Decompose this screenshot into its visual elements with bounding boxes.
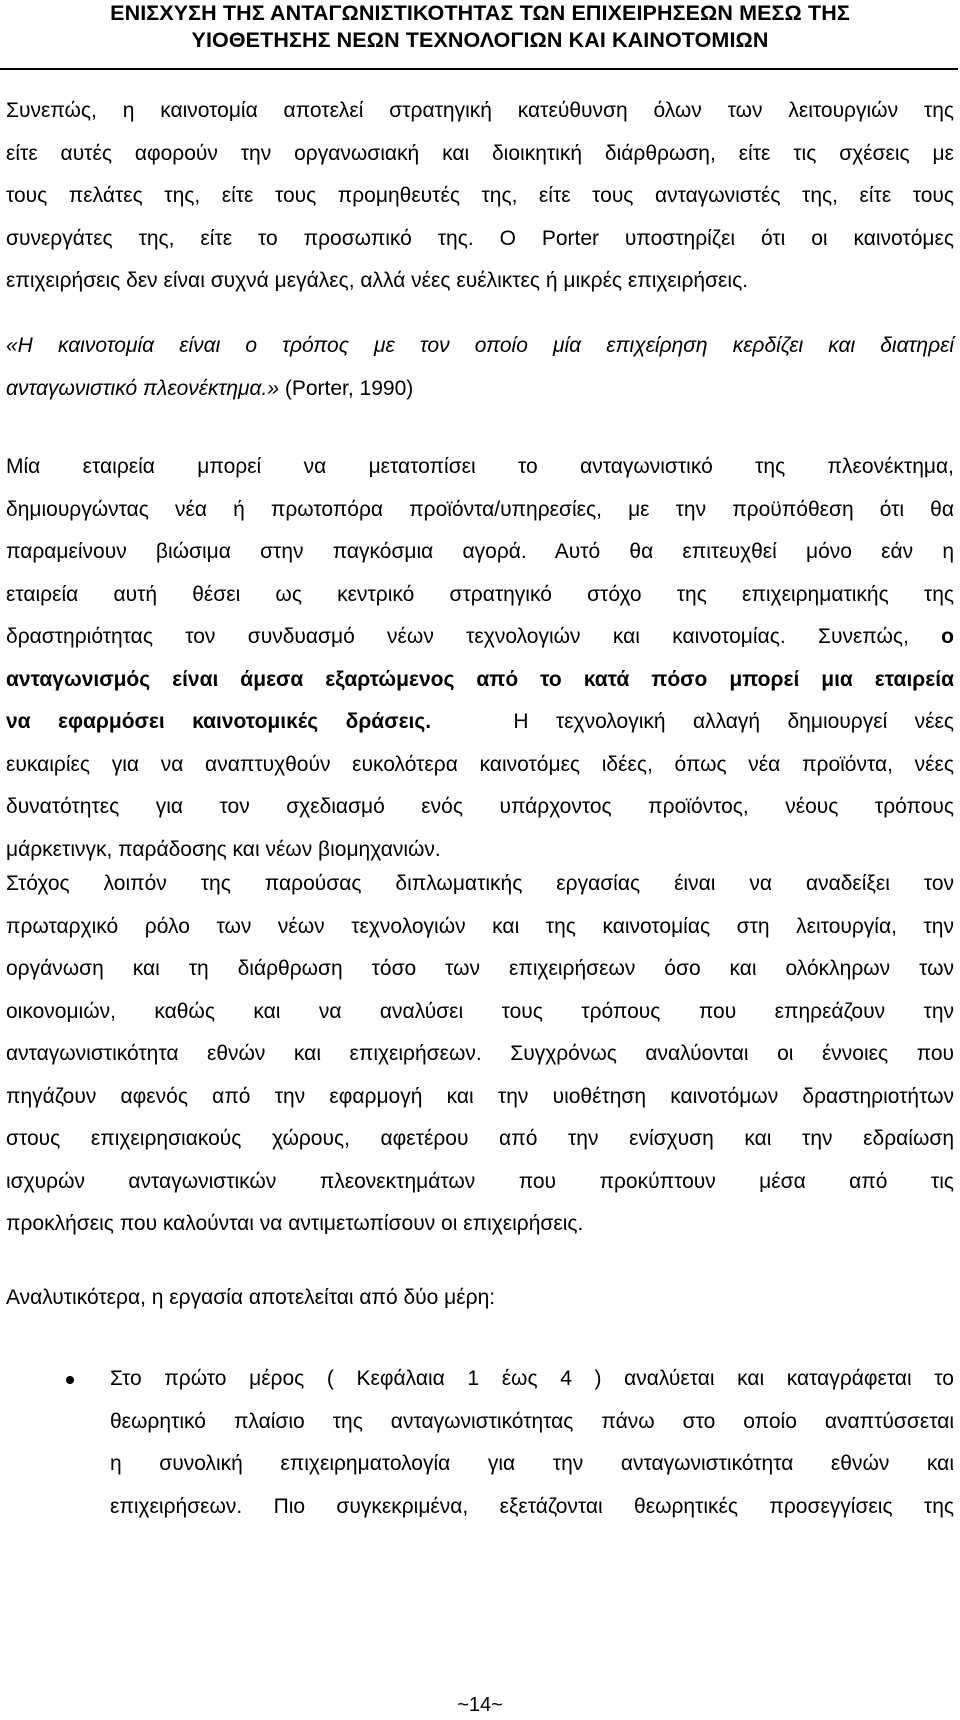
paragraph-line: Μία εταιρεία μπορεί να μετατοπίσει το ανταγωνιστικό της πλεονέκτημα, <box>6 455 954 478</box>
bullet-icon <box>66 1376 74 1384</box>
paragraph-line <box>6 701 954 744</box>
paragraph-line: πρωταρχικό ρόλο των νέων τεχνολογιών και της καινοτομίας στη λειτουργία, την <box>6 914 954 938</box>
paragraph-line: οικονομιών, καθώς και να αναλύσει τους τρόπους που επηρεάζουν την <box>6 999 954 1023</box>
running-header <box>0 0 960 54</box>
header-line-2: ΥΙΟΘΕΤΗΣΗΣ ΝΕΩΝ ΤΕΧΝΟΛΟΓΙΩΝ ΚΑΙ ΚΑΙΝΟΤΟΜΙΩΝ <box>191 28 769 52</box>
paragraph-line: δυνατότητες για τον σχεδιασμό ενός υπάρχοντος προϊόντος, νέους τρόπους <box>6 795 954 818</box>
paragraph-line: Στόχος λοιπόν της παρούσας διπλωματικής εργασίας έιναι να αναδείξει τον <box>6 872 954 895</box>
paragraph-line: στους επιχειρησιακούς χώρους, αφετέρου από την ενίσχυση και την εδραίωση <box>6 1127 954 1150</box>
page-number-tilde-right: ~ <box>491 1694 503 1716</box>
quote-line-1: «Η καινοτομία είναι ο τρόπος με τον οποίο μία επιχείρηση κερδίζει και διατηρεί <box>6 334 954 357</box>
quote-line-2 <box>6 368 954 411</box>
page-number <box>0 1693 960 1717</box>
quote-text: ανταγωνιστικό πλεονέκτημα.» <box>6 376 280 400</box>
paragraph-4 <box>6 1277 954 1320</box>
quote-citation: (Porter, 1990) <box>279 376 414 400</box>
header-divider <box>0 68 958 70</box>
list-item <box>6 1358 954 1528</box>
paragraph-line: παραμείνουν βιώσιμα στην παγκόσμια αγορά. Αυτό θα επιτευχθεί μόνο εάν η <box>6 540 954 563</box>
list-item-line: Στο πρώτο μέρος ( Κεφάλαια 1 έως 4 ) αναλύεται και καταγράφεται το <box>110 1367 954 1390</box>
header-line-1: ΕΝΙΣΧΥΣΗ ΤΗΣ ΑΝΤΑΓΩΝΙΣΤΙΚΟΤΗΤΑΣ ΤΩΝ ΕΠΙΧΕΙΡΗΣΕΩΝ ΜΕΣΩ ΤΗΣ <box>110 1 850 25</box>
paragraph-text: Η τεχνολογική αλλαγή δημιουργεί νέες <box>513 710 954 733</box>
paragraph-line: ευκαιρίες για να αναπτυχθούν ευκολότερα καινοτόμες ιδέες, όπως νέα προϊόντα, νέες <box>6 752 954 776</box>
paragraph-line: ανταγωνιστικότητα εθνών και επιχειρήσεων. Συγχρόνως αναλύονται οι έννοιες που <box>6 1042 954 1065</box>
emphasis-line: ανταγωνισμός είναι άμεσα εξαρτώμενος από το κατά πόσο μπορεί μια εταιρεία <box>6 667 954 691</box>
page-number-tilde-left: ~ <box>457 1694 469 1716</box>
paragraph-line: συνεργάτες της, είτε το προσωπικό της. Ο Porter υποστηρίζει ότι οι καινοτόμες <box>6 226 954 250</box>
paragraph-text: δραστηριότητας τον συνδυασμό νέων τεχνολογιών και καινοτομίας. Συνεπώς, <box>6 625 942 648</box>
list-item-line: η συνολική επιχειρηματολογία για την ανταγωνιστικότητα εθνών και <box>110 1452 954 1475</box>
paragraph-line: οργάνωση και τη διάρθρωση τόσο των επιχειρήσεων όσο και ολόκληρων των <box>6 957 954 980</box>
list-item-line: θεωρητικό πλαίσιο της ανταγωνιστικότητας πάνω στο οποίο αναπτύσσεται <box>110 1409 954 1433</box>
paragraph-2 <box>6 446 954 871</box>
paragraph-1 <box>6 90 954 303</box>
quote-paragraph <box>6 325 954 410</box>
paragraph-line: προκλήσεις που καλούνται να αντιμετωπίσουν οι επιχειρήσεις. <box>6 1212 584 1235</box>
emphasis-text: να εφαρμόσει καινοτομικές δράσεις. <box>6 710 432 733</box>
emphasis-text: ο <box>941 625 954 648</box>
paragraph-line: δημιουργώντας νέα ή πρωτοπόρα προϊόντα/υπηρεσίες, με την προϋπόθεση ότι θα <box>6 497 954 521</box>
paragraph-line: Συνεπώς, η καινοτομία αποτελεί στρατηγική κατεύθυνση όλων των λειτουργιών της <box>6 99 954 122</box>
paragraph-line: Αναλυτικότερα, η εργασία αποτελείται από δύο μέρη: <box>6 1286 496 1309</box>
paragraph-line: ισχυρών ανταγωνιστικών πλεονεκτημάτων που προκύπτουν μέσα από τις <box>6 1169 954 1193</box>
paragraph-line <box>6 616 954 659</box>
paragraph-line: είτε αυτές αφορούν την οργανωσιακή και διοικητική διάρθρωση, είτε τις σχέσεις με <box>6 141 954 165</box>
bullet-list <box>6 1358 954 1528</box>
paragraph-line: εταιρεία αυτή θέσει ως κεντρικό στρατηγικό στόχο της επιχειρηματικής της <box>6 582 954 606</box>
page-number-value: 14 <box>468 1694 492 1716</box>
paragraph-3 <box>6 863 954 1246</box>
paragraph-line: μάρκετινγκ, παράδοσης και νέων βιομηχανιών. <box>6 837 441 861</box>
paragraph-line: τους πελάτες της, είτε τους προμηθευτές της, είτε τους ανταγωνιστές της, είτε τους <box>6 184 954 207</box>
list-item-line: επιχειρήσεων. Πιο συγκεκριμένα, εξετάζονται θεωρητικές προσεγγίσεις της <box>110 1494 954 1518</box>
paragraph-line: επιχειρήσεις δεν είναι συχνά μεγάλες, αλλά νέες ευέλικτες ή μικρές επιχειρήσεις. <box>6 269 749 292</box>
paragraph-line: πηγάζουν αφενός από την εφαρμογή και την υιοθέτηση καινοτόμων δραστηριοτήτων <box>6 1084 954 1108</box>
